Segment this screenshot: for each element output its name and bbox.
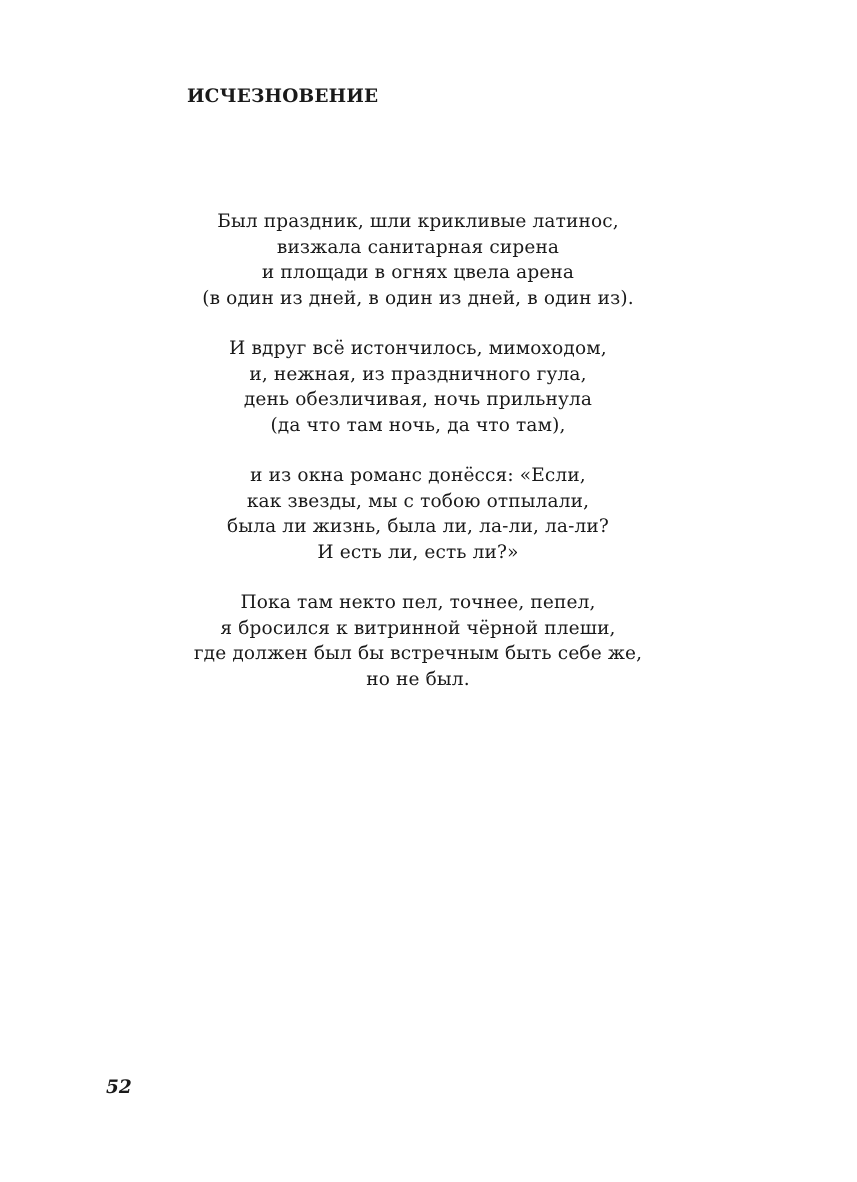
poem-body xyxy=(187,209,649,717)
poem-line: я бросился к витринной чёрной плеши, xyxy=(220,617,616,639)
poem-title: ИСЧЕЗНОВЕНИЕ xyxy=(187,86,379,107)
poem-line: но не был. xyxy=(366,668,470,690)
stanza-2 xyxy=(187,336,649,438)
poem-line: (в один из дней, в один из дней, в один из). xyxy=(202,287,634,309)
poem-line: и площади в огнях цвела арена xyxy=(261,262,575,283)
poem-line: как звезды, мы с тобою отпылали, xyxy=(246,490,590,512)
stanza-3 xyxy=(187,463,649,565)
stanza-1 xyxy=(187,209,649,311)
poem-line: день обезличивая, ночь прильнула xyxy=(243,389,593,410)
poem-line: и, нежная, из праздничного гула, xyxy=(249,363,587,385)
poem-line: была ли жизнь, была ли, ла-ли, ла-ли? xyxy=(227,516,609,537)
poem-line: и из окна романс донёсся: «Если, xyxy=(250,465,586,486)
poem-line: И есть ли, есть ли?» xyxy=(317,541,519,563)
poem-line: Пока там некто пел, точнее, пепел, xyxy=(240,592,596,613)
poem-line: И вдруг всё истончилось, мимоходом, xyxy=(229,338,607,359)
poem-line: (да что там ночь, да что там), xyxy=(270,414,566,436)
page-number: 52 xyxy=(106,1077,132,1098)
poem-line: Был праздник, шли крикливые латинос, xyxy=(217,211,619,232)
poem-line: визжала санитарная сирена xyxy=(276,236,560,258)
stanza-4 xyxy=(187,590,649,692)
poem-line: где должен был бы встречным быть себе же, xyxy=(193,643,643,664)
